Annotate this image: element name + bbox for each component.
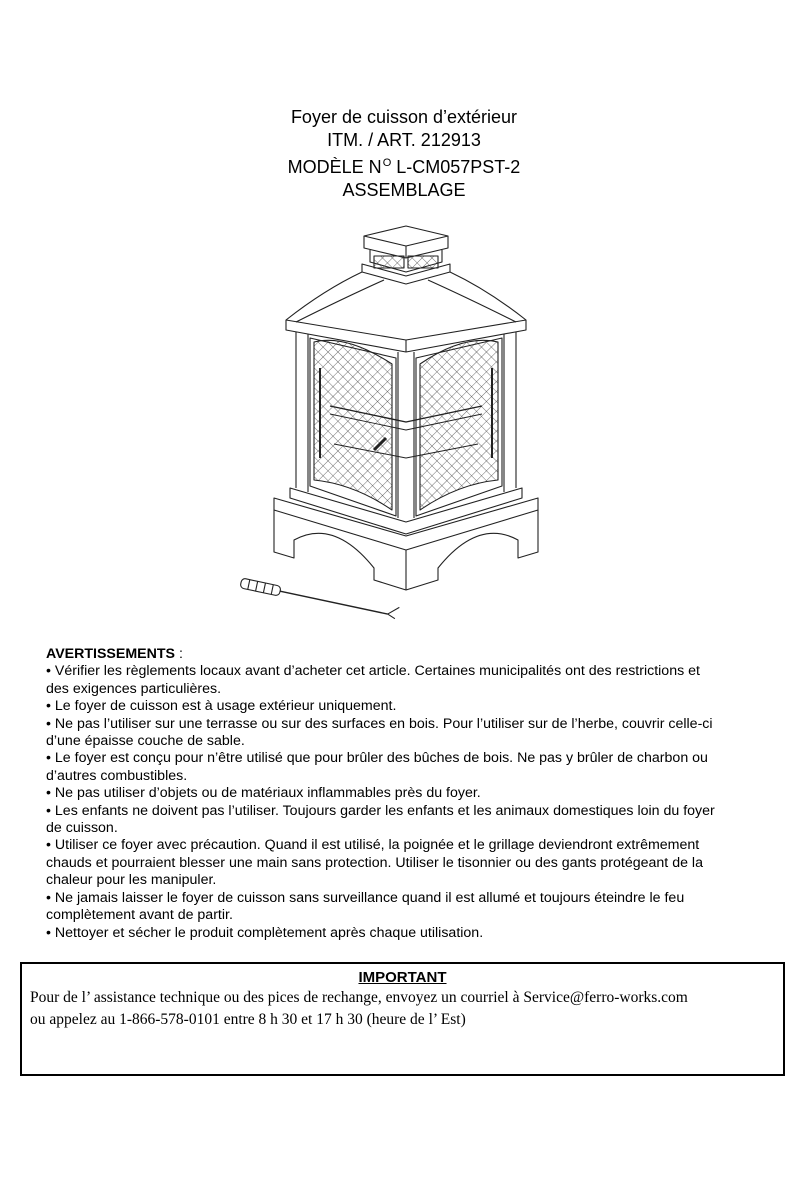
warning-line: • Le foyer de cuisson est à usage extérieur uniquement. <box>46 698 397 715</box>
model-number: L-CM057PST-2 <box>396 157 521 177</box>
item-number: ITM. / ART. 212913 <box>327 130 481 150</box>
warning-line: • Nettoyer et sécher le produit complètement après chaque utilisation. <box>46 924 484 941</box>
warning-line: des exigences particulières. <box>46 680 222 697</box>
warning-line: complètement avant de partir. <box>46 907 233 924</box>
warning-line: • Ne pas l’utiliser sur une terrasse ou sur des surfaces en bois. Pour l’utiliser sur de l’herbe, couvrir celle-ci <box>46 715 713 732</box>
document-header <box>0 106 808 202</box>
warning-line: • Ne pas utiliser d’objets ou de matériaux inflammables près du foyer. <box>46 785 481 802</box>
warning-line: • Utiliser ce foyer avec précaution. Quand il est utilisé, la poignée et le grillage deviendront extrêmement <box>46 837 700 854</box>
warning-line: • Ne jamais laisser le foyer de cuisson sans surveillance quand il est allumé et toujours éteindre le feu <box>46 889 685 906</box>
warning-line: de cuisson. <box>46 820 118 837</box>
model-number-line <box>0 152 808 179</box>
warning-line: • Vérifier les règlements locaux avant d’acheter cet article. Certaines municipalités ont des restrictions et <box>46 663 700 680</box>
important-title: IMPORTANT <box>358 969 447 986</box>
important-notice-box <box>20 962 785 1076</box>
important-text <box>22 987 783 1031</box>
product-title: Foyer de cuisson d’extérieur <box>290 107 518 127</box>
model-superscript: O <box>382 157 392 169</box>
warnings-heading: AVERTISSEMENTS <box>46 646 176 662</box>
warning-line: d’une épaisse couche de sable. <box>46 733 245 750</box>
warning-line: chauds et pourraient blesser une main sans protection. Utiliser le tisonnier ou des gants protégeant de la <box>46 854 703 871</box>
warning-line: chaleur pour les manipuler. <box>46 872 217 889</box>
fireplace-lantern-illustration <box>234 218 574 628</box>
warning-line: d’autres combustibles. <box>46 767 188 784</box>
warnings-heading-suffix: : <box>175 646 183 662</box>
poker-tool-illustration <box>240 574 399 621</box>
section-title: ASSEMBLAGE <box>342 180 466 200</box>
warnings-heading-line <box>46 646 766 663</box>
warning-line: • Le foyer est conçu pour n’être utilisé que pour brûler des bûches de bois. Ne pas y brûler de charbon ou <box>46 750 708 767</box>
warning-line: • Les enfants ne doivent pas l’utiliser. Toujours garder les enfants et les animaux domestiques loin du foyer <box>46 802 715 819</box>
important-line-2: ou appelez au 1-866-578-0101 entre 8 h 30 et 17 h 30 (heure de l’ Est) <box>30 1011 466 1028</box>
important-line-1: Pour de l’ assistance technique ou des pices de rechange, envoyez un courriel à Service@ferro-works.com <box>30 989 688 1006</box>
warnings-section <box>46 646 766 942</box>
model-prefix: MODÈLE N <box>287 157 382 177</box>
